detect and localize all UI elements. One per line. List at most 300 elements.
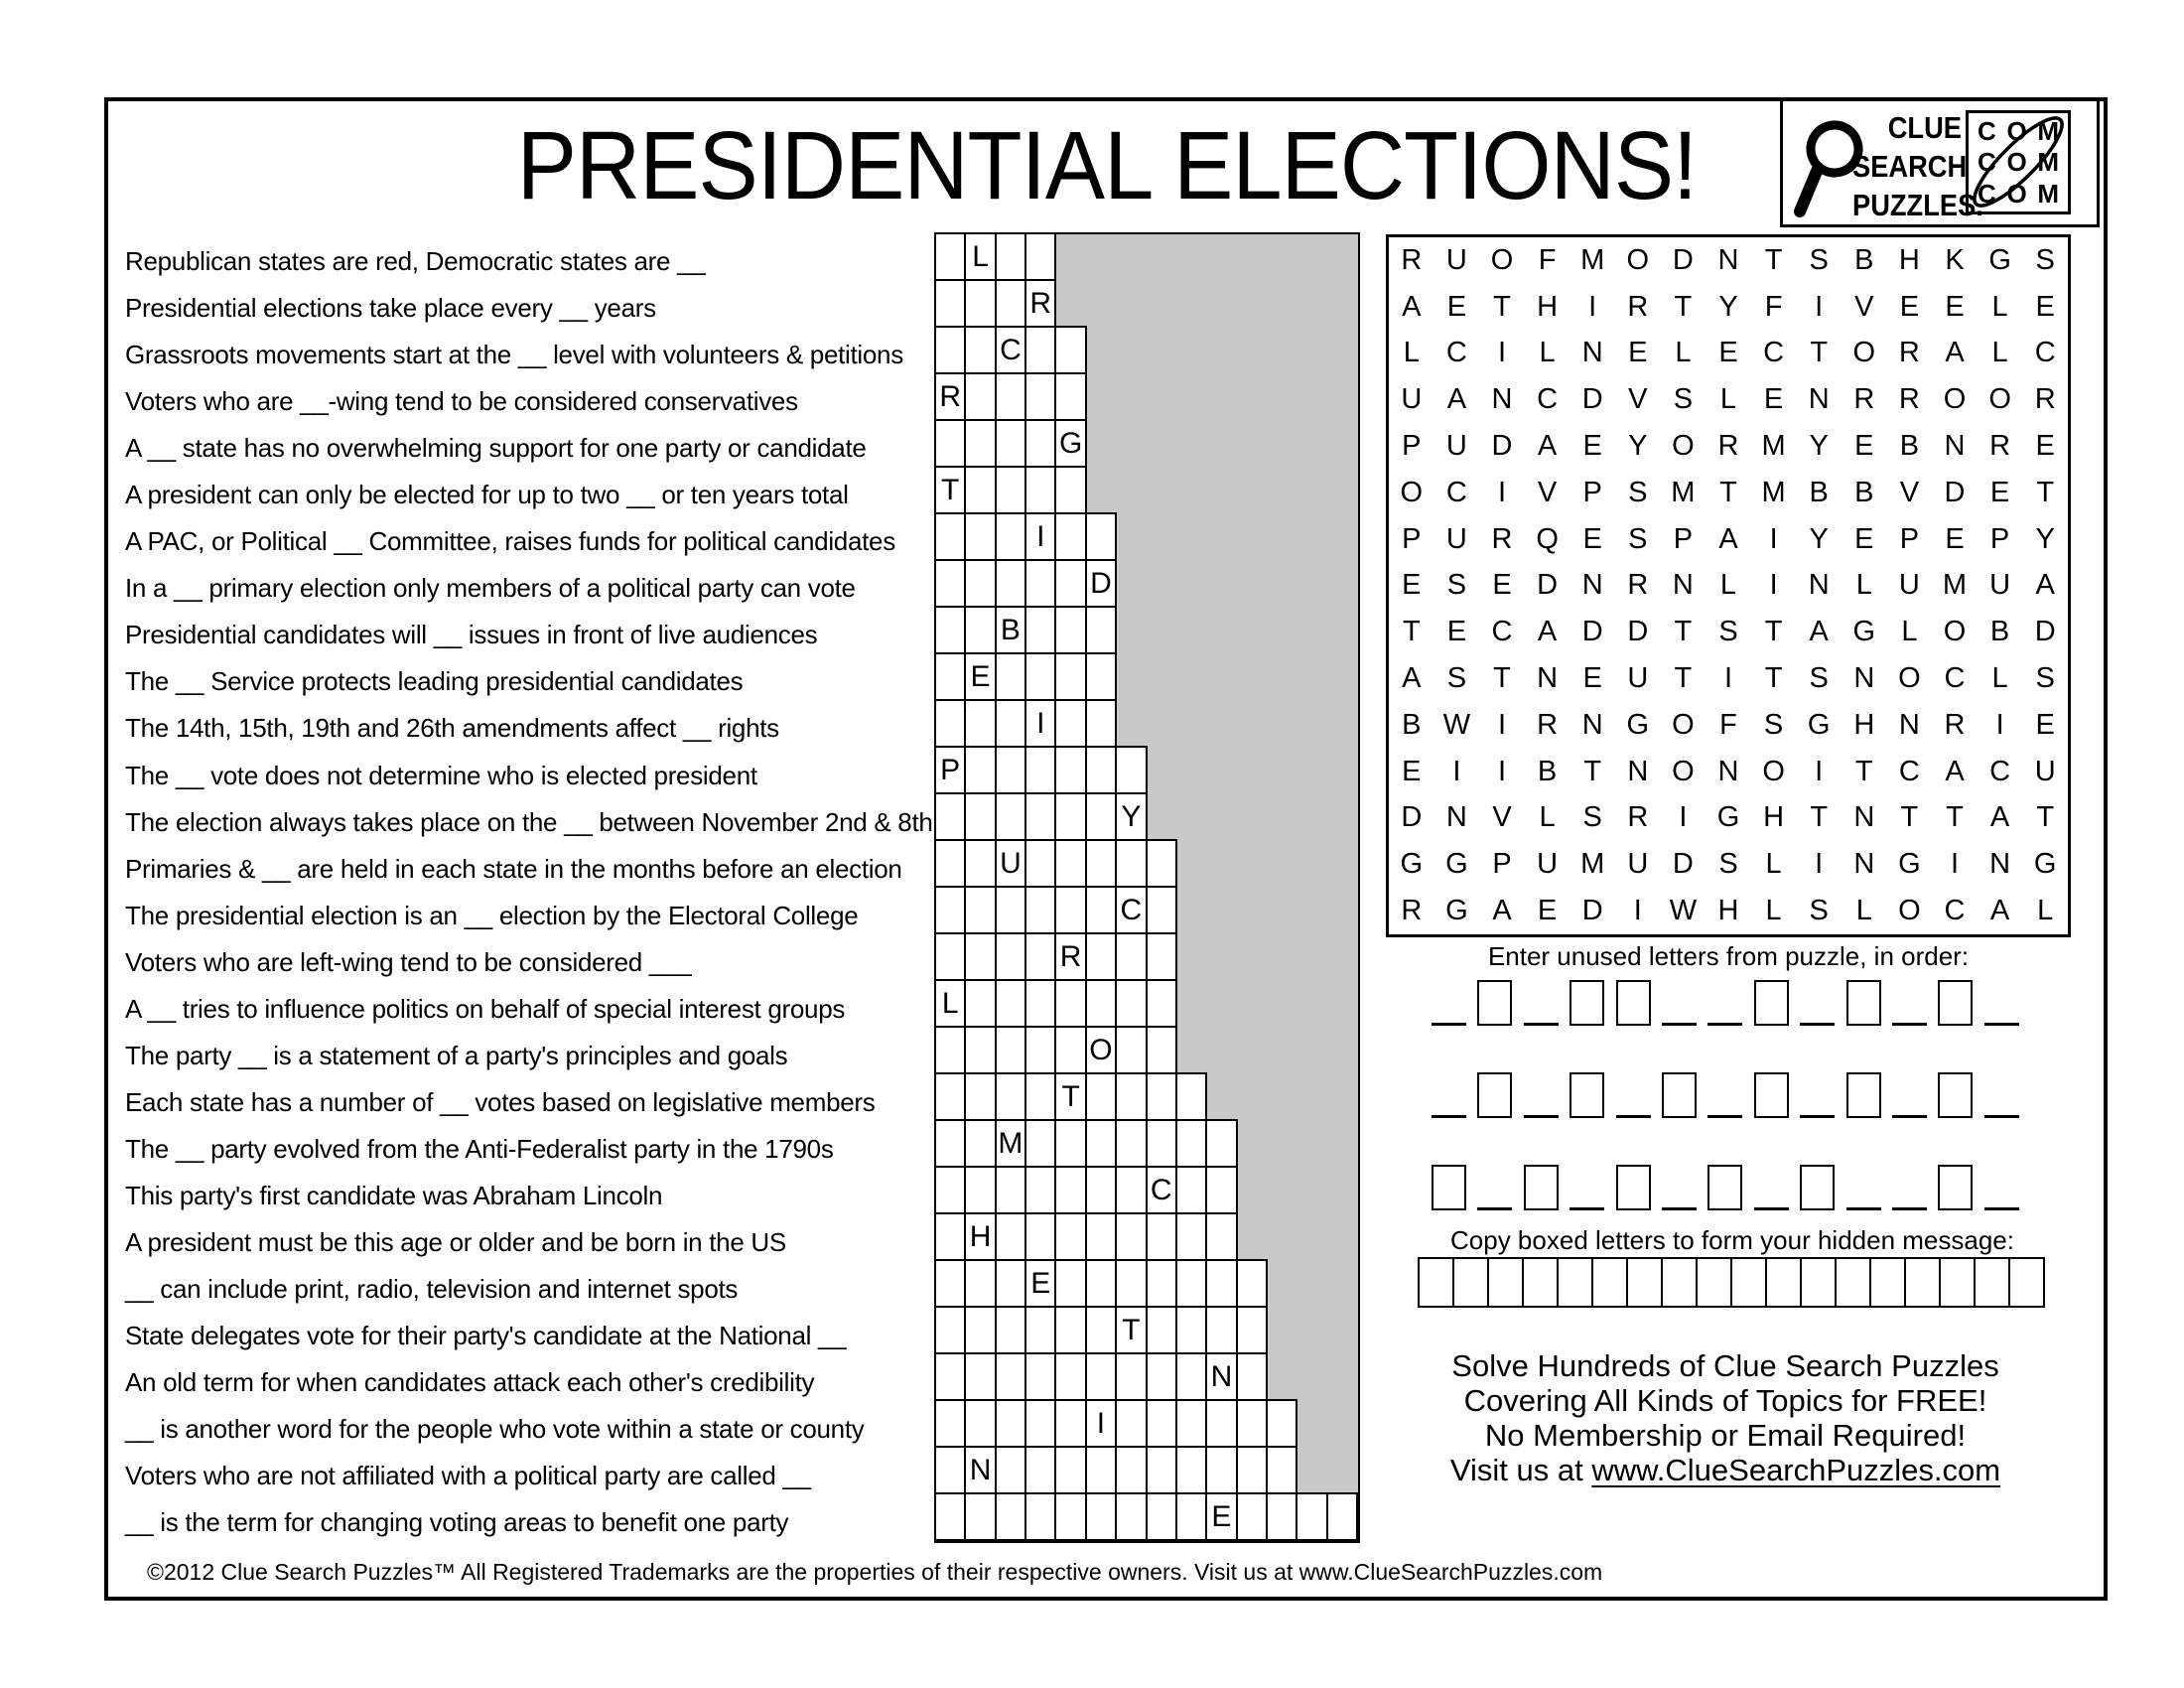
answer-grid-cell[interactable] [1056,608,1084,652]
answer-grid-cell[interactable] [1148,1354,1175,1399]
word-search-letter[interactable]: H [1717,895,1739,927]
answer-grid-cell[interactable] [1056,654,1084,699]
answer-grid-cell[interactable] [997,1354,1024,1399]
hidden-message-cell[interactable] [1871,1259,1904,1306]
answer-grid-cell[interactable] [1117,841,1145,886]
answer-grid-cell[interactable] [1056,794,1084,839]
word-search-letter[interactable]: S [1628,476,1648,508]
answer-grid-cell[interactable] [936,1354,964,1399]
answer-grid-cell[interactable] [936,1261,964,1306]
answer-grid-cell[interactable] [966,794,994,839]
word-search-letter[interactable]: N [1717,755,1739,787]
answer-grid-cell[interactable]: O [1087,1028,1115,1072]
word-search-letter[interactable]: T [1674,616,1693,648]
word-search-letter[interactable]: R [1989,430,2011,463]
answer-grid-cell[interactable] [1056,328,1084,372]
word-search-letter[interactable]: P [1402,430,1422,463]
word-search-letter[interactable]: C [1944,662,1966,695]
word-search-letter[interactable]: P [1899,522,1920,555]
word-search-letter[interactable]: U [1445,243,1467,276]
answer-grid-cell[interactable]: N [966,1448,994,1492]
answer-grid-cell[interactable] [1056,888,1084,932]
answer-grid-cell[interactable] [1056,561,1084,606]
unused-letter-box[interactable] [1938,980,1973,1026]
word-search-letter[interactable]: S [1628,522,1648,555]
answer-grid-cell[interactable] [1056,514,1084,559]
word-search-letter[interactable]: A [1402,290,1422,323]
answer-grid-cell[interactable] [1177,1214,1205,1259]
word-search-letter[interactable]: C [1898,755,1920,787]
answer-grid-cell[interactable] [1087,514,1115,559]
word-search-letter[interactable]: F [1719,708,1737,741]
word-search-letter[interactable]: P [1989,522,2010,555]
word-search-letter[interactable]: T [1810,337,1829,369]
answer-grid-cell[interactable]: R [1056,934,1084,979]
answer-grid-cell[interactable] [936,1401,964,1446]
word-search-letter[interactable]: N [1717,243,1739,276]
answer-grid-cell[interactable] [966,934,994,979]
unused-letter-blank[interactable] [1846,1165,1881,1210]
word-search-letter[interactable]: N [1944,430,1966,463]
answer-grid-cell[interactable] [1087,934,1115,979]
answer-grid-cell[interactable] [1207,1121,1235,1166]
answer-grid-cell[interactable] [997,1308,1024,1352]
answer-grid-cell[interactable] [1148,1121,1175,1166]
answer-grid-cell[interactable] [1238,1401,1266,1446]
word-search-letter[interactable]: C [1537,383,1559,416]
word-search-letter[interactable]: E [1492,569,1512,602]
unused-letter-box[interactable] [1570,980,1604,1026]
answer-grid-cell[interactable]: D [1087,561,1115,606]
word-search-letter[interactable]: R [1627,290,1649,323]
answer-grid-cell[interactable]: T [936,468,964,512]
answer-grid-cell[interactable] [936,608,964,652]
answer-grid-cell[interactable] [997,1401,1024,1446]
answer-grid-cell[interactable]: L [966,234,994,279]
answer-grid-cell[interactable] [997,888,1024,932]
answer-grid-cell[interactable]: T [1056,1074,1084,1119]
word-search-letter[interactable]: O [1762,755,1785,787]
answer-grid-cell[interactable] [1087,1308,1115,1352]
word-search-letter[interactable]: L [1403,337,1420,369]
word-search-letter[interactable]: I [1815,848,1824,881]
answer-grid-cell[interactable] [966,514,994,559]
word-search-letter[interactable]: L [1539,801,1556,834]
word-search-letter[interactable]: H [1763,801,1785,834]
answer-grid-cell[interactable]: C [1148,1168,1175,1212]
word-search-letter[interactable]: T [1764,662,1783,695]
word-search-letter[interactable]: B [1854,476,1874,508]
answer-grid-cell[interactable] [1117,1074,1145,1119]
answer-grid-cell[interactable] [936,1448,964,1492]
word-search-letter[interactable]: C [1944,895,1966,927]
unused-letter-blank[interactable] [1892,1165,1927,1210]
answer-grid-cell[interactable] [966,421,994,466]
word-search-letter[interactable]: E [1582,522,1602,555]
answer-grid-cell[interactable] [1087,1354,1115,1399]
unused-letter-blank[interactable] [1892,1072,1927,1118]
word-search-letter[interactable]: H [1898,243,1920,276]
answer-grid-cell[interactable] [1026,608,1054,652]
answer-grid-cell[interactable] [1148,841,1175,886]
word-search-letter[interactable]: N [1445,801,1467,834]
unused-letter-box[interactable] [1477,980,1512,1026]
word-search-letter[interactable]: G [1807,708,1831,741]
unused-letter-blank[interactable] [1662,1165,1697,1210]
answer-grid-cell[interactable] [1056,701,1084,746]
word-search-letter[interactable]: N [1627,755,1649,787]
word-search-letter[interactable]: S [1673,383,1694,416]
word-search-letter[interactable]: O [1988,383,2011,416]
unused-letter-box[interactable] [1846,980,1881,1026]
word-search-letter[interactable]: O [1400,476,1424,508]
word-search-letter[interactable]: Q [1536,522,1559,555]
word-search-letter[interactable]: O [1943,616,1967,648]
word-search-letter[interactable]: I [1497,708,1507,741]
answer-grid-cell[interactable] [997,514,1024,559]
word-search-letter[interactable]: C [2034,337,2056,369]
answer-grid-cell[interactable] [1087,1448,1115,1492]
word-search-letter[interactable]: R [1717,430,1739,463]
unused-letter-blank[interactable] [1616,1072,1651,1118]
word-search-letter[interactable]: L [1765,848,1782,881]
word-search-letter[interactable]: A [1945,337,1965,369]
word-search-letter[interactable]: U [1445,522,1467,555]
word-search-letter[interactable]: L [2037,895,2054,927]
answer-grid-cell[interactable] [997,234,1024,279]
answer-grid-cell[interactable] [1177,1448,1205,1492]
answer-grid-cell[interactable] [1087,1074,1115,1119]
answer-grid-cell[interactable] [1207,1261,1235,1306]
word-search-letter[interactable]: E [2035,430,2055,463]
answer-grid-cell[interactable] [936,888,964,932]
word-search-letter[interactable]: S [1446,569,1467,602]
word-search-letter[interactable]: E [1763,383,1784,416]
answer-grid-cell[interactable] [1268,1494,1296,1539]
word-search-letter[interactable]: U [1627,662,1649,695]
unused-letter-box[interactable] [1524,1165,1559,1210]
answer-grid-cell[interactable]: M [997,1121,1024,1166]
answer-grid-cell[interactable] [1056,468,1084,512]
unused-letter-box[interactable] [1754,1072,1789,1118]
answer-grid-cell[interactable] [1238,1494,1266,1539]
word-search-letter[interactable]: T [1900,801,1919,834]
word-search-letter[interactable]: D [1581,383,1603,416]
answer-grid-cell[interactable] [966,748,994,792]
word-search-letter[interactable]: A [1492,895,1512,927]
word-search-letter[interactable]: P [1492,848,1512,881]
answer-grid-cell[interactable]: E [1026,1261,1054,1306]
word-search-letter[interactable]: V [1492,801,1512,834]
word-search-letter[interactable]: M [1671,476,1696,508]
word-search-letter[interactable]: L [1539,337,1556,369]
word-search-letter[interactable]: N [1581,569,1603,602]
word-search-letter[interactable]: E [1718,337,1738,369]
answer-grid-cell[interactable] [1056,1214,1084,1259]
word-search-letter[interactable]: M [1761,476,1786,508]
answer-grid-cell[interactable] [936,1214,964,1259]
word-search-letter[interactable]: M [1580,243,1605,276]
unused-letter-blank[interactable] [1662,980,1697,1026]
word-search-letter[interactable]: D [1627,616,1649,648]
answer-grid-cell[interactable] [1056,1028,1084,1072]
answer-grid-cell[interactable] [1026,654,1054,699]
word-search-letter[interactable]: I [1452,755,1461,787]
word-search-letter[interactable]: R [1944,708,1966,741]
word-search-letter[interactable]: I [1723,662,1733,695]
word-search-letter[interactable]: I [1995,708,2004,741]
word-search-letter[interactable]: R [1853,383,1875,416]
answer-grid-cell[interactable] [1087,654,1115,699]
answer-grid-cell[interactable] [936,1074,964,1119]
answer-grid-cell[interactable]: I [1026,701,1054,746]
answer-grid-cell[interactable] [966,1401,994,1446]
answer-grid-cell[interactable] [1177,1401,1205,1446]
answer-grid-cell[interactable] [1148,1494,1175,1539]
word-search-letter[interactable]: T [1764,616,1783,648]
word-search-letter[interactable]: L [1765,895,1782,927]
answer-grid-cell[interactable] [1297,1494,1325,1539]
word-search-letter[interactable]: H [1853,708,1875,741]
unused-letter-box[interactable] [1846,1072,1881,1118]
answer-grid-cell[interactable] [997,701,1024,746]
word-search-letter[interactable]: O [1898,662,1921,695]
answer-grid-cell[interactable] [1087,1214,1115,1259]
word-search-letter[interactable]: D [2034,616,2056,648]
word-search-letter[interactable]: O [1852,337,1876,369]
answer-grid-cell[interactable] [1026,1214,1054,1259]
word-search-letter[interactable]: E [1854,430,1874,463]
answer-grid-cell[interactable] [1056,841,1084,886]
word-search-letter[interactable]: A [1537,616,1558,648]
answer-grid-cell[interactable] [1056,1494,1084,1539]
answer-grid-cell[interactable] [1207,1214,1235,1259]
answer-grid-cell[interactable] [1026,748,1054,792]
answer-grid-cell[interactable]: R [936,374,964,419]
word-search-letter[interactable]: D [1401,801,1423,834]
word-search-letter[interactable]: S [1718,848,1738,881]
word-search-letter[interactable]: U [2034,755,2056,787]
answer-grid-cell[interactable]: G [1056,421,1084,466]
answer-grid-cell[interactable] [997,1168,1024,1212]
word-search-letter[interactable]: A [1402,662,1422,695]
hidden-message-cell[interactable] [1489,1259,1522,1306]
word-search-letter[interactable]: L [1991,662,2008,695]
answer-grid-cell[interactable] [1056,981,1084,1026]
answer-grid-cell[interactable] [966,328,994,372]
answer-grid-cell[interactable] [1056,1354,1084,1399]
answer-grid-cell[interactable] [1087,1121,1115,1166]
word-search-letter[interactable]: T [1674,290,1693,323]
answer-grid-cell[interactable]: T [1117,1308,1145,1352]
answer-grid-cell[interactable] [1026,1448,1054,1492]
word-search-letter[interactable]: T [1674,662,1693,695]
word-search-letter[interactable]: S [1446,662,1467,695]
word-search-letter[interactable]: M [1761,430,1786,463]
word-search-letter[interactable]: E [2035,708,2055,741]
answer-grid-cell[interactable] [1026,561,1054,606]
answer-grid-cell[interactable] [1117,981,1145,1026]
word-search-letter[interactable]: E [1582,430,1602,463]
answer-grid-cell[interactable] [966,701,994,746]
answer-grid-cell[interactable] [1177,1074,1205,1119]
word-search-letter[interactable]: E [1446,616,1467,648]
answer-grid-cell[interactable] [1238,1354,1266,1399]
answer-grid-cell[interactable] [936,328,964,372]
unused-letter-box[interactable] [1938,1072,1973,1118]
answer-grid-cell[interactable] [1148,1074,1175,1119]
unused-letter-box[interactable] [1707,1165,1742,1210]
word-search-letter[interactable]: D [1581,895,1603,927]
word-search-letter[interactable]: T [1946,801,1964,834]
word-search-letter[interactable]: U [1537,848,1559,881]
word-search-letter[interactable]: O [1898,895,1921,927]
answer-grid-cell[interactable] [1117,1261,1145,1306]
unused-letter-blank[interactable] [1892,980,1927,1026]
answer-grid-cell[interactable] [1026,794,1054,839]
answer-grid-cell[interactable] [1026,1308,1054,1352]
word-search-letter[interactable]: G [1400,848,1424,881]
word-search-letter[interactable]: O [1490,243,1514,276]
answer-grid-cell[interactable] [1026,1028,1054,1072]
answer-grid-cell[interactable] [1087,981,1115,1026]
word-search-letter[interactable]: B [1854,243,1874,276]
word-search-letter[interactable]: N [1853,801,1875,834]
word-search-letter[interactable]: L [1675,337,1692,369]
word-search-letter[interactable]: E [1945,290,1965,323]
answer-grid-cell[interactable] [1177,1121,1205,1166]
answer-grid-cell[interactable] [1148,1308,1175,1352]
answer-grid-cell[interactable] [997,1028,1024,1072]
word-search-letter[interactable]: C [1445,476,1467,508]
hidden-message-cell[interactable] [1767,1259,1800,1306]
word-search-letter[interactable]: I [1815,755,1824,787]
word-search-letter[interactable]: T [1764,243,1783,276]
word-search-letter[interactable]: I [1769,522,1778,555]
word-search-letter[interactable]: R [1627,801,1649,834]
answer-grid-cell[interactable] [966,608,994,652]
answer-grid-cell[interactable] [1117,1028,1145,1072]
answer-grid-cell[interactable] [966,1168,994,1212]
answer-grid-cell[interactable] [1056,374,1084,419]
unused-letter-box[interactable] [1616,1165,1651,1210]
word-search-letter[interactable]: I [1588,290,1597,323]
word-search-letter[interactable]: S [1809,662,1829,695]
answer-grid-cell[interactable] [966,1308,994,1352]
word-search-letter[interactable]: D [1581,616,1603,648]
hidden-message-cell[interactable] [1837,1259,1869,1306]
unused-letter-box[interactable] [1477,1072,1512,1118]
answer-grid-cell[interactable] [936,794,964,839]
answer-grid-cell[interactable] [997,1214,1024,1259]
answer-grid-cell[interactable] [936,514,964,559]
word-search-letter[interactable]: A [1809,616,1829,648]
word-search-letter[interactable]: R [1898,383,1920,416]
answer-grid-cell[interactable]: I [1026,514,1054,559]
word-search-letter[interactable]: M [1580,848,1605,881]
unused-letter-blank[interactable] [1477,1165,1512,1210]
word-search-letter[interactable]: D [1672,243,1694,276]
word-search-letter[interactable]: U [1627,848,1649,881]
word-search-letter[interactable]: N [1808,383,1830,416]
hidden-message-cell[interactable] [1802,1259,1835,1306]
word-search-letter[interactable]: E [1628,337,1648,369]
answer-grid-cell[interactable] [1026,1494,1054,1539]
word-search-letter[interactable]: U [1401,383,1423,416]
word-search-letter[interactable]: B [1402,708,1422,741]
word-search-letter[interactable]: R [2034,383,2056,416]
word-search-letter[interactable]: E [1582,662,1602,695]
answer-grid-cell[interactable] [966,1121,994,1166]
word-search-letter[interactable]: P [1402,522,1422,555]
answer-grid-cell[interactable] [1087,888,1115,932]
word-search-letter[interactable]: Y [1718,290,1738,323]
hidden-message-cell[interactable] [1732,1259,1765,1306]
word-search-letter[interactable]: L [1855,569,1872,602]
word-search-letter[interactable]: G [1898,848,1921,881]
hidden-message-cell[interactable] [1524,1259,1557,1306]
answer-grid-cell[interactable] [1238,1261,1266,1306]
word-search-letter[interactable]: B [1537,755,1558,787]
answer-grid-cell[interactable] [997,1494,1024,1539]
word-search-letter[interactable]: R [1898,337,1920,369]
word-search-letter[interactable]: A [2035,569,2055,602]
answer-grid-cell[interactable] [1148,1214,1175,1259]
answer-grid-cell[interactable] [997,794,1024,839]
answer-grid-cell[interactable]: Y [1117,794,1145,839]
answer-grid-cell[interactable] [1087,1261,1115,1306]
unused-letter-blank[interactable] [1754,1165,1789,1210]
unused-letter-blank[interactable] [1707,980,1742,1026]
word-search-letter[interactable]: N [1491,383,1513,416]
answer-grid-cell[interactable] [936,1494,964,1539]
answer-grid-cell[interactable] [1056,1401,1084,1446]
word-search-letter[interactable]: R [1627,569,1649,602]
answer-grid-cell[interactable] [997,748,1024,792]
word-search-letter[interactable]: V [1628,383,1648,416]
answer-grid-cell[interactable] [1026,1354,1054,1399]
hidden-message-cell[interactable] [1663,1259,1696,1306]
word-search-letter[interactable]: D [1491,430,1513,463]
answer-grid-cell[interactable] [966,1261,994,1306]
word-search-letter[interactable]: I [1815,290,1824,323]
unused-letter-box[interactable] [1938,1165,1973,1210]
answer-grid-cell[interactable] [936,421,964,466]
answer-grid-cell[interactable] [966,561,994,606]
answer-grid-cell[interactable] [1148,1261,1175,1306]
word-search-letter[interactable]: I [1679,801,1688,834]
answer-grid-cell[interactable] [936,1028,964,1072]
word-search-letter[interactable]: E [2035,290,2055,323]
answer-grid-cell[interactable] [1117,1401,1145,1446]
answer-grid-cell[interactable] [1026,328,1054,372]
word-search-letter[interactable]: T [1493,662,1511,695]
hidden-message-cell[interactable] [2010,1259,2043,1306]
unused-letter-blank[interactable] [1570,1165,1604,1210]
word-search-letter[interactable]: A [1718,522,1738,555]
answer-grid-cell[interactable]: R [1026,281,1054,326]
word-search-letter[interactable]: C [1989,755,2011,787]
word-search-letter[interactable]: Y [1628,430,1648,463]
unused-letter-blank[interactable] [1524,1072,1559,1118]
word-search-letter[interactable]: V [1899,476,1920,508]
answer-grid-cell[interactable] [1117,1121,1145,1166]
answer-grid-cell[interactable] [1117,1214,1145,1259]
word-search-letter[interactable]: P [1582,476,1602,508]
hidden-message-cell[interactable] [1454,1259,1487,1306]
word-search-letter[interactable]: G [1626,708,1650,741]
hidden-message-cell[interactable] [1976,1259,2008,1306]
